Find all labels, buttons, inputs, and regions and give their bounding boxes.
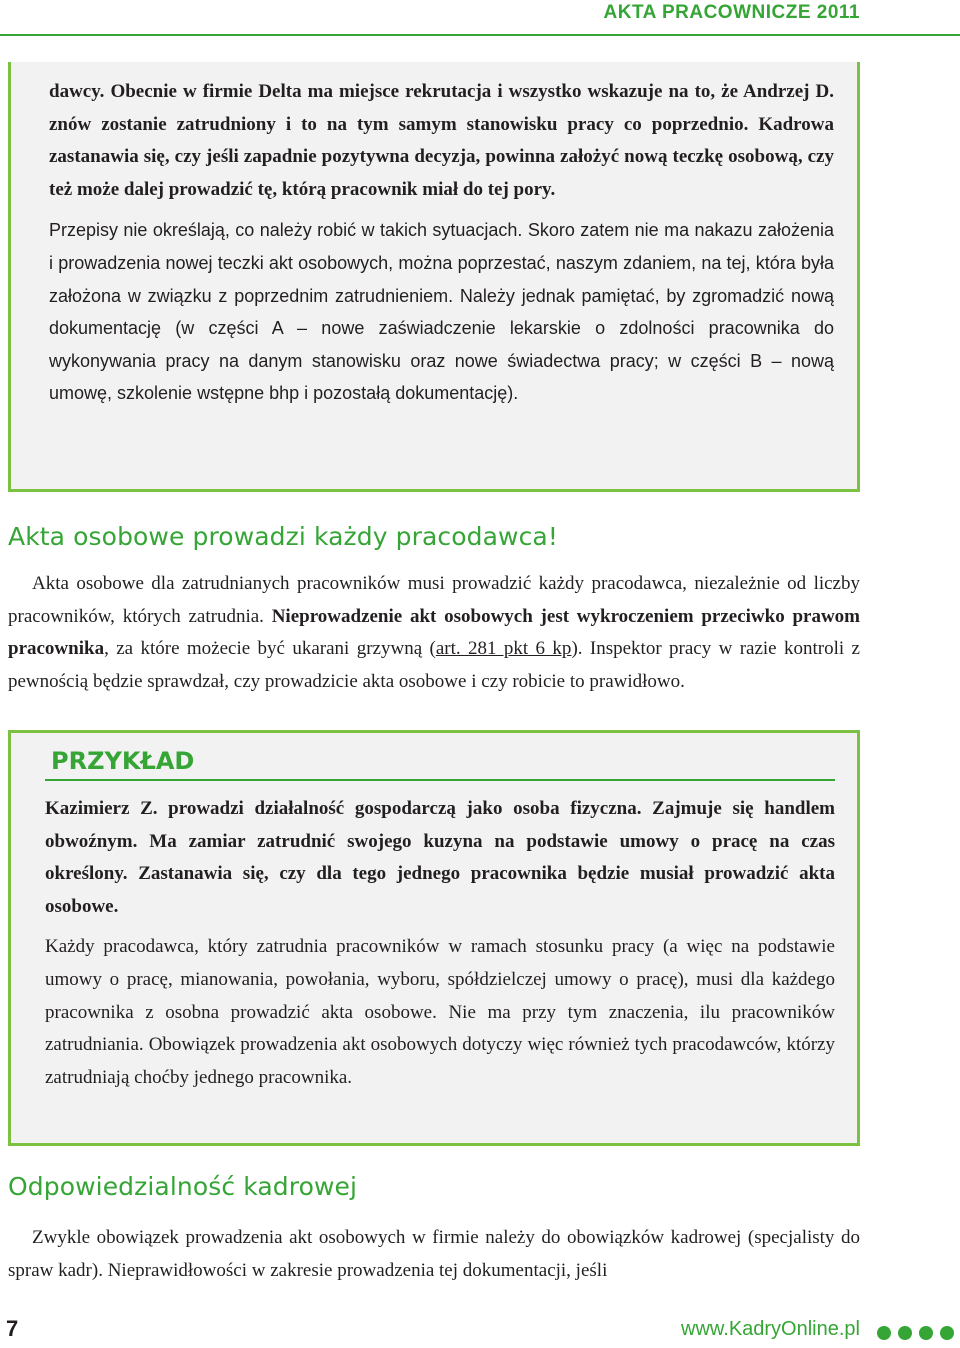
- dot-icon: [898, 1326, 912, 1340]
- section-paragraph: Zwykle obowiązek prowadzenia akt osobowych w firmie należy do obowiązków kadrowej (specjalisty do spraw kadr). Nieprawidłowości w zakresie prowadzenia tej dokumentacji, jeśli: [8, 1227, 860, 1281]
- text-part: , za które możecie być ukarani grzywną (: [104, 638, 436, 660]
- website-url[interactable]: www.KadryOnline.pl: [681, 1318, 860, 1340]
- section-paragraph: [8, 568, 860, 698]
- section-body: [8, 1222, 860, 1287]
- section-title: Odpowiedzialność kadrowej: [8, 1172, 358, 1201]
- footer-dots: [877, 1326, 954, 1340]
- text-part: Akta osobowe dla zatrudnianych pracowników musi prowadzić każdy pracodawca, niezależnie od liczby pracowników, których zatrudnia.: [8, 573, 860, 627]
- running-header: AKTA PRACOWNICZE 2011: [603, 2, 860, 23]
- dot-icon: [940, 1326, 954, 1340]
- example-question: dawcy. Obecnie w firmie Delta ma miejsce rekrutacja i wszystko wskazuje na to, że Andrzej D. znów zostanie zatrudniony i to na tym samym stanowisku pracy co poprzednio. Kadrowa zastanawia się, czy jeśli zapadnie pozytywna decyzja, powinna założyć nową teczkę osobową, czy też może dalej prowadzić tę, którą pracownik miał do tej pory.: [49, 81, 834, 200]
- law-reference-link[interactable]: art. 281 pkt 6 kp: [435, 638, 572, 660]
- dot-icon: [919, 1326, 933, 1340]
- section-title: Akta osobowe prowadzi każdy pracodawca!: [8, 522, 558, 551]
- dot-icon: [877, 1326, 891, 1340]
- section-body: [8, 568, 860, 698]
- example-box: [8, 730, 860, 1146]
- example-question: Kazimierz Z. prowadzi działalność gospodarczą jako osoba fizyczna. Zajmuje się handlem obwoźnym. Ma zamiar zatrudnić swojego kuzyna na podstawie umowy o pracę na czas określony. Zastanawia się, czy dla tego jednego pracownika będzie musiał prowadzić akta osobowe.: [45, 798, 835, 917]
- example-box-continued: [8, 62, 860, 492]
- page-number: 7: [6, 1316, 19, 1341]
- example-answer: Przepisy nie określają, co należy robić w takich sytuacjach. Skoro zatem nie ma nakazu założenia i prowadzenia nowej teczki akt osobowych, można poprzestać, naszym zdaniem, na tej, która była założona w związku z poprzednim zatrudnieniem. Należy jednak pamiętać, by zgromadzić nową dokumentację (w części A – nowe zaświadczenie lekarskie o zdolności pracownika do wykonywania pracy na danym stanowisku oraz nowe świadectwa pracy; w części B – nową umowę, szkolenie wstępne bhp i pozostałą dokumentację).: [49, 220, 834, 404]
- text-emphasis: Nieprowadzenie akt osobowych jest wykroczeniem przeciwko prawom pracownika: [8, 605, 861, 660]
- example-answer: Każdy pracodawca, który zatrudnia pracowników w ramach stosunku pracy (a więc na podstawie umowy o pracę, mianowania, powołania, wyboru, spółdzielczej umowy o pracę), musi dla każdego pracownika z osobna prowadzić akta osobowe. Nie ma przy tym znaczenia, ilu pracowników zatrudniania. Obowiązek prowadzenia akt osobowych dotyczy więc również tych pracodawców, którzy zatrudniają choćby jednego pracownika.: [45, 936, 835, 1088]
- text-part: ). Inspektor pracy w razie kontroli z pewnością będzie sprawdzał, czy prowadzicie akta osobowe i czy robicie to prawidłowo.: [8, 638, 860, 692]
- example-label: PRZYKŁAD: [45, 743, 835, 781]
- header-rule: [0, 34, 960, 36]
